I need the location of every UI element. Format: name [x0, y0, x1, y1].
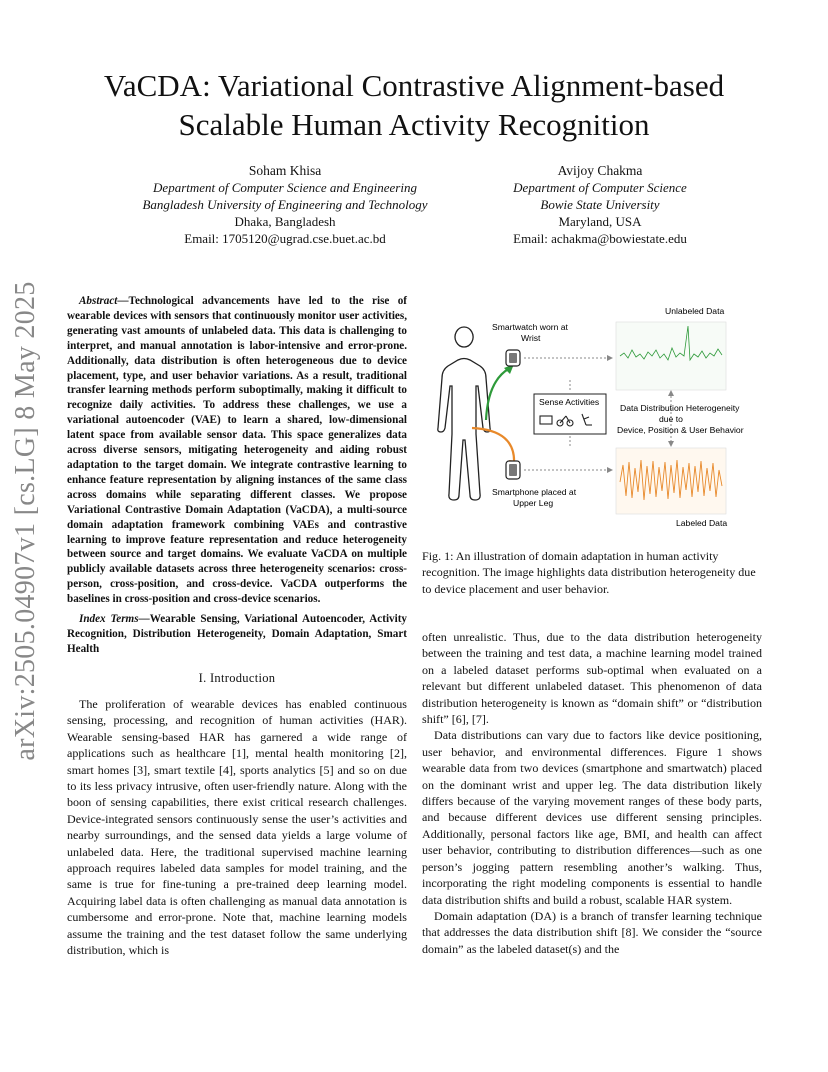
author-email[interactable]: Email: 1705120@ugrad.cse.buet.ac.bd	[184, 231, 386, 246]
right-column	[422, 629, 762, 957]
label-smartphone-1: Smartphone placed at	[492, 487, 577, 497]
author-name: Soham Khisa	[248, 163, 322, 178]
unlabeled-data-panel	[616, 322, 726, 390]
paragraph-2: Data distributions can vary due to factors like device positioning, user behavior, and environmental differences. Figure 1 shows wearable data from two devices (smartphone and smartwatch) placed on the dominant wrist and upper leg. The data distribution likely differs because of the varying movement ranges of these body parts, and because different devices use different sensing principles. Additionally, personal factors like age, BMI, and health can affect user behavior, contributing to distribution differences—such as one person’s jogging pattern resembling another’s walking. Thus, incorporating the right modeling components is essential to handle data distribution shifts and build a robust, scalable HAR system.	[422, 728, 762, 907]
abstract	[67, 294, 407, 657]
labeled-data-panel	[616, 448, 726, 514]
green-arrow	[486, 368, 510, 420]
label-heterogeneity-2: due to	[659, 414, 683, 424]
figure-illustration	[420, 300, 765, 535]
title-line-1: VaCDA: Variational Contrastive Alignment-based	[103, 68, 725, 103]
index-terms-label: Index Terms	[79, 613, 139, 626]
paper-title	[40, 66, 788, 144]
index-terms-text: —Wearable Sensing, Variational Autoencoder, Activity Recognition, Distribution Heterogeneity, Domain Adaptation, Smart Health	[67, 613, 407, 655]
title-line-2: Scalable Human Activity Recognition	[178, 107, 650, 142]
arxiv-stamp-text: arXiv:2505.04907v1 [cs.LG] 8 May 2025	[10, 281, 41, 761]
label-unlabeled: Unlabeled Data	[665, 306, 725, 316]
left-column	[67, 696, 407, 959]
smartwatch-icon	[506, 350, 520, 366]
figure-caption: Fig. 1: An illustration of domain adaptation in human activity recognition. The image highlights data distribution heterogeneity due to device placement and user behavior.	[422, 549, 756, 596]
orange-arrow	[472, 428, 514, 464]
author-institution: Bowie State University	[540, 197, 660, 212]
intro-paragraph: The proliferation of wearable devices has enabled continuous sensing, processing, and recognition of human activities (HAR). Wearable sensing-based HAR has garnered a wide range of applications such as healthcare [1], mental health monitoring [2], smart homes [3], smart textile [4], sports analytics [5] and so on due to its less privacy intrusive, often user-friendly nature. Along with the boon of sensing capabilities, there exist critical research challenges. Device-integrated sensors continuously sense the user’s activities and nearby surroundings, and the sensed data yields a large volume of unlabeled data. Here, the traditional supervised machine learning approach requires labeled data samples for model training, and the same is true for fine-tuning a pre-trained deep learning model. Acquiring label data is often challenging as manual data annotation is cumbersome and error-prone. Note that, machine learning models assume the training and the test dataset follow the same underlying distribution, which is	[67, 697, 407, 958]
paragraph-1: often unrealistic. Thus, due to the data distribution heterogeneity between the training and test data, a machine learning model trained on a labeled dataset performs sub-optimal when evaluated on a relevant but different unlabeled dataset. This phenomenon of data distribution heterogeneity is known as “domain shift” or “distribution shift” [6], [7].	[422, 630, 762, 727]
label-smartwatch-1: Smartwatch worn at	[492, 322, 568, 332]
paragraph-3: Domain adaptation (DA) is a branch of transfer learning technique that addresses the data distribution shift [8]. We consider the “source domain” as the labeled dataset(s) and the	[422, 908, 762, 956]
label-smartwatch-2: Wrist	[521, 333, 541, 343]
author-block-1	[100, 162, 470, 247]
label-smartphone-2: Upper Leg	[513, 498, 554, 508]
label-heterogeneity-3: Device, Position & User Behavior	[617, 425, 744, 435]
label-sense: Sense Activities	[539, 397, 600, 407]
label-heterogeneity-1: Data Distribution Heterogeneity	[620, 403, 740, 413]
author-email[interactable]: Email: achakma@bowiestate.edu	[513, 231, 687, 246]
abstract-text: —Technological advancements have led to the rise of wearable devices with sensors that continuously monitor user activities, generating vast amounts of unlabeled data. This data is challenging to interpret, and manual annotation is labor-intensive and error-prone. Additionally, data distribution is often heterogeneous due to device placement, type, and user behavior variations. As a result, traditional transfer learning methods perform suboptimally, making it difficult to recognize daily activities. To address these challenges, we use a variational autoencoder (VAE) to learn a shared, low-dimensional latent space from available sensor data. This space generalizes data across diverse sensors, mitigating heterogeneity and aiding robust adaptation to the target domain. We integrate contrastive learning to enhance feature representation by aligning instances of the same class across domains while separating different classes. We propose Variational Contrastive Domain Adaptation (VaCDA), a multi-source domain adaptation framework combining VAEs and contrastive learning to improve feature representation and reduce heterogeneity between source and target domains. We evaluate VaCDA on multiple publicly available datasets across three heterogeneity scenarios: cross-person, cross-position, and cross-device. VaCDA outperforms the baselines in cross-position and cross-device scenarios.	[67, 295, 407, 606]
author-location: Dhaka, Bangladesh	[234, 214, 336, 229]
section-heading: I. Introduction	[198, 671, 276, 685]
author-department: Department of Computer Science and Engineering	[153, 180, 417, 195]
figure-1	[420, 300, 765, 535]
author-department: Department of Computer Science	[513, 180, 687, 195]
label-labeled: Labeled Data	[676, 518, 728, 528]
smartphone-icon	[506, 461, 520, 479]
author-institution: Bangladesh University of Engineering and Technology	[142, 197, 428, 212]
author-name: Avijoy Chakma	[557, 163, 643, 178]
person-silhouette	[438, 327, 490, 500]
abstract-label: Abstract	[79, 295, 118, 307]
author-block-2	[480, 162, 720, 247]
arxiv-stamp[interactable]	[6, 281, 46, 761]
author-location: Maryland, USA	[558, 214, 642, 229]
